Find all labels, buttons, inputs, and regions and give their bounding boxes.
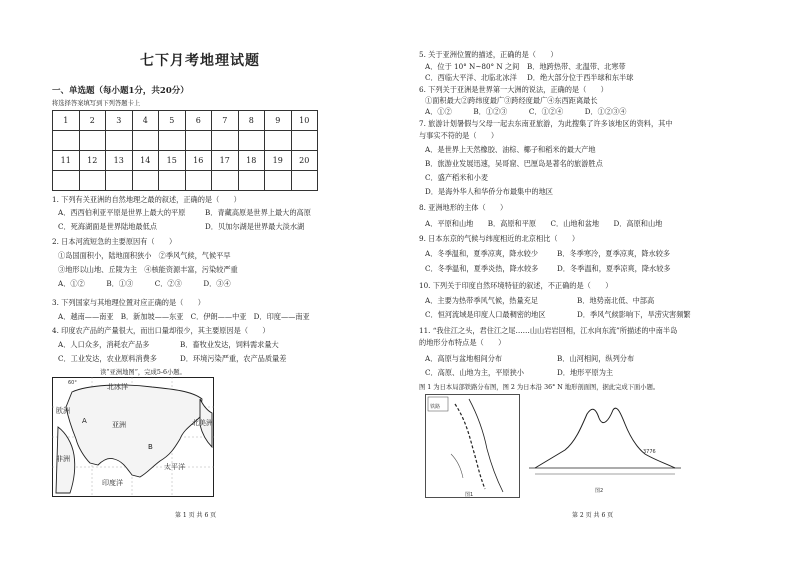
answer-card-blank[interactable] [79,131,106,151]
answer-card-number: 1 [53,111,80,131]
q1-option-b: B．青藏高原是世界上最大的高原 [205,208,311,217]
q11-option-b: B．山河相间，纵列分布 [557,354,635,363]
map-note: 读“亚洲地图”，完成5-6小题。 [100,369,186,376]
answer-card-number: 5 [159,111,186,131]
question-10: 10. 下列关于印度自然环境特征的叙述，不正确的是（ ） [419,281,613,290]
answer-card-blank[interactable] [132,131,159,151]
q10-option-b: B．地势南北低、中部高 [577,296,655,305]
q4-option-b: B．畜牧业发达，饲料需求量大 [180,340,279,349]
q11-option-d: D．地形平原为主 [557,368,614,377]
answer-card-blank[interactable] [53,171,80,191]
answer-card-blank[interactable] [212,131,239,151]
answer-card-number: 7 [212,111,239,131]
answer-card-number: 12 [79,151,106,171]
question-1: 1. 下列有关亚洲的自然地理之最的叙述，正确的是（ ） [52,195,241,204]
map-label-asia: 亚洲 [112,421,126,429]
q11-option-c: C．高原、山地为主，平原狭小 [425,368,524,377]
answer-card-number: 20 [291,151,318,171]
answer-card-number: 10 [291,111,318,131]
question-6: 6. 下列关于亚洲是世界第一大洲的说法，正确的是（ ） [419,85,608,94]
figure-note: 图 1 为日本局部铁路分布图，图 2 为日本沿 36° N 地形剖面图，据此完成下面小题。 [419,384,660,391]
section-heading: 一、单选题（每小题1分，共20分） [52,86,189,96]
q7-option-c: C．盛产稻米和小麦 [425,173,489,182]
question-11-cont: 的地形分布特点是（ ） [419,338,506,347]
answer-card-blank[interactable] [238,131,265,151]
q9-option-a: A．冬季温和，夏季凉爽，降水较少 [425,249,539,258]
q2-statement-1: ①岛国面积小，陆地面积狭小 ②季风气候，气候平早 [58,251,231,260]
map-point-b: B [148,443,153,451]
q4-option-c: C．工业发达，农业原料消费多 [58,354,157,363]
figure-2-profile [525,398,685,498]
fig1-legend-label: 铁路 [430,404,441,410]
q10-option-d: D．季风气候影响下，旱涝灾害频繁 [577,310,691,319]
answer-instruction: 将选择答案填写到下列答题卡上 [52,100,141,107]
q10-option-c: C．恒河流域是印度人口最稠密的地区 [425,310,546,319]
question-11: 11. “我住江之头，君住江之尾……山山岩岩回相，江水向东流”所描述的中南半岛 [419,326,678,335]
answer-card-blank[interactable] [238,171,265,191]
map-label-africa: 非洲 [56,455,70,463]
answer-card-blank[interactable] [132,171,159,191]
q10-option-a: A．主要为热带季风气候，热量充足 [425,296,539,305]
q11-option-a: A．高原与盆地相间分布 [425,354,503,363]
answer-card-blank[interactable] [106,131,133,151]
q7-option-a: A．是世界上天然橡胶、油棕、椰子和稻米的最大产地 [425,145,596,154]
answer-card-number: 18 [238,151,265,171]
answer-card-number: 9 [265,111,292,131]
answer-card-blank[interactable] [159,171,186,191]
answer-card-number: 2 [79,111,106,131]
answer-card-number: 14 [132,151,159,171]
answer-card-blank[interactable] [265,131,292,151]
q9-option-c: C．冬季温和，夏季炎热，降水较多 [425,264,539,273]
map-point-a: A [82,417,87,425]
question-9: 9. 日本东京的气候与纬度相近的北京相比（ ） [419,234,580,243]
map-label-indian: 印度洋 [102,479,123,487]
question-2: 2. 日本河流短急的主要原因有（ ） [52,237,177,246]
answer-card-number: 19 [265,151,292,171]
q2-options: A．①② B．①③ C．②③ D．③④ [58,279,231,288]
exam-title: 七下月考地理试题 [140,53,260,69]
map-label-europe: 欧洲 [56,407,70,415]
q8-options: A．平原和山地 B．高原和平原 C．山地和盆地 D．高原和山地 [425,219,663,228]
q5-option-a: A．位于 10° N~80° N 之间 [425,62,520,71]
answer-card-blank[interactable] [159,131,186,151]
q5-option-b: B．地跨热带、北温带、北寒带 [527,62,626,71]
answer-card-number: 3 [106,111,133,131]
answer-card-number: 16 [185,151,212,171]
q5-option-d: D．绝大部分位于西半球和东半球 [527,73,634,82]
fig1-caption: 图1 [465,492,474,498]
page-footer-left: 第 1 页 共 6 页 [175,512,217,519]
q1-option-a: A．西西伯利亚平原是世界上最大的平原 [58,208,186,217]
asia-map [52,377,214,497]
answer-card-number: 15 [159,151,186,171]
answer-card-blank[interactable] [212,171,239,191]
answer-card [52,110,318,191]
q3-options: A．越南——南亚 B．新加坡——东亚 C．伊朗——中亚 D．印度——南亚 [58,312,310,321]
right-page [397,0,794,561]
q6-options: A．①② B．①②③ C．①②④ D．①②③④ [425,107,627,116]
q1-option-d: D．贝加尔湖是世界最大淡水湖 [205,222,305,231]
page-footer-right: 第 2 页 共 6 页 [572,512,614,519]
answer-card-blank[interactable] [106,171,133,191]
answer-card-blank[interactable] [185,131,212,151]
answer-card-blank[interactable] [79,171,106,191]
answer-card-blank[interactable] [265,171,292,191]
map-label-arctic: 北冰洋 [107,383,128,391]
answer-card-blank[interactable] [291,171,318,191]
fig2-elevation-label: 3776 [643,449,656,455]
question-4: 4. 印度农产品的产量很大，而出口量却很少，其主要原因是（ ） [52,326,270,335]
q5-option-c: C．西临大平洋、北临北冰洋 [425,73,517,82]
map-label-north-america: 北美洲 [192,419,213,427]
fig2-caption: 图2 [595,488,604,494]
q2-statement-2: ③地形以山地、丘陵为主 ④核能资源丰富，污染较严重 [58,265,238,274]
answer-card-number: 13 [106,151,133,171]
question-5: 5. 关于亚洲位置的描述，正确的是（ ） [419,50,558,59]
q4-option-a: A．人口众多，消耗农产品多 [58,340,150,349]
question-7: 7. 旅游计划暑假与父母一起去东南亚旅游，为此搜集了许多该地区的资料，其中 [419,119,673,128]
answer-card-blank[interactable] [53,131,80,151]
question-3: 3. 下列国家与其地理位置对应正确的是（ ） [52,298,205,307]
answer-card-number: 11 [53,151,80,171]
answer-card-number: 6 [185,111,212,131]
answer-card-number: 4 [132,111,159,131]
q9-option-b: B．冬季寒冷，夏季凉爽，降水较多 [557,249,671,258]
answer-card-blank[interactable] [185,171,212,191]
map-label-pacific: 太平洋 [164,463,185,471]
q7-option-b: B．旅游业发展迅速，吴哥窟、巴厘岛是著名的旅游胜点 [425,159,603,168]
q4-option-d: D．环境污染严重，农产品质量差 [180,354,287,363]
q7-option-d: D．是海外华人和华侨分布最集中的地区 [425,187,553,196]
q9-option-d: D．冬季温和，夏季凉爽，降水较多 [557,264,671,273]
map-latitude-label: 60° [68,380,77,386]
answer-card-number: 8 [238,111,265,131]
q1-option-c: C．死海湖面是世界陆地最低点 [58,222,157,231]
question-8: 8. 亚洲地形的主体（ ） [419,203,508,212]
q6-statement: ①面积最大②跨纬度最广③跨经度最广④东西距离最长 [425,96,598,105]
answer-card-blank[interactable] [291,131,318,151]
answer-card-number: 17 [212,151,239,171]
question-7-cont: 与事实不符的是（ ） [419,131,499,140]
figure-1-railway-map [425,394,520,498]
